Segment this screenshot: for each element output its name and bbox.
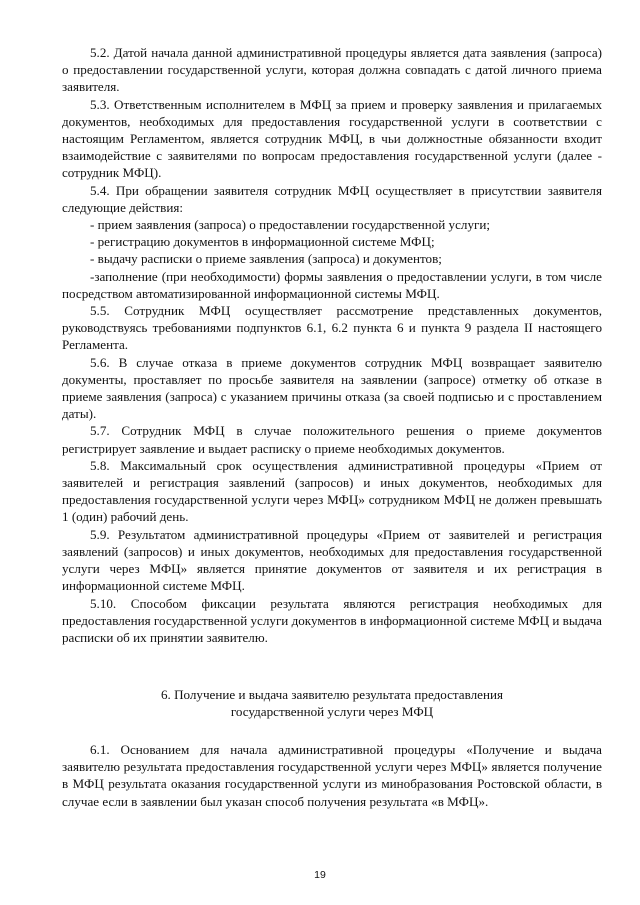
paragraph-6-1: 6.1. Основанием для начала административной процедуры «Получение и выдача заявителю результата предоставления государственной услуги через МФЦ» является получение в МФЦ результата оказания государственной услуги из минобразования Ростовской области, в случае если в заявлении был указан способ получения результата «в МФЦ».: [62, 742, 602, 809]
section-6-body: [62, 741, 602, 810]
paragraph-5-2: 5.2. Датой начала данной административной процедуры является дата заявления (запроса) о предоставлении государственной услуги, которая должна совпадать с датой личного приема заявителя.: [62, 45, 602, 95]
list-item: - регистрацию документов в информационной системе МФЦ;: [90, 234, 435, 250]
paragraph-5-4: 5.4. При обращении заявителя сотрудник МФЦ осуществляет в присутствии заявителя следующие действия:: [62, 182, 602, 215]
paragraph-5-7: 5.7. Сотрудник МФЦ в случае положительного решения о приеме документов регистрирует заявление и выдает расписку о приеме необходимых документов.: [62, 423, 602, 456]
page-number: 19: [314, 869, 326, 881]
paragraph-5-6: 5.6. В случае отказа в приеме документов сотрудник МФЦ возвращает заявителю документы, проставляет по просьбе заявителя на заявлении (запросе) отметку об отказе в приеме заявления (запроса) с указанием причины отказа (за своей подписью и с проставлением даты).: [62, 354, 602, 422]
paragraph-5-8: 5.8. Максимальный срок осуществления административной процедуры «Прием от заявителей и регистрация заявлений (запросов) и иных документов, необходимых для предоставления государственной услуги через МФЦ» сотрудником МФЦ не должен превышать 1 (один) рабочий день.: [62, 457, 602, 525]
section-5-body: [62, 44, 602, 646]
list-item: - прием заявления (запроса) о предоставлении государственной услуги;: [90, 217, 491, 233]
paragraph-5-9: 5.9. Результатом административной процедуры «Прием от заявителей и регистрация заявлений (запросов) и иных документов, необходимых для предоставления государственной услуги через МФЦ» является принятие документов от заявителя и их регистрация в информационной системе МФЦ.: [62, 526, 602, 594]
section-6-heading: [62, 686, 602, 720]
paragraph-5-3: 5.3. Ответственным исполнителем в МФЦ за прием и проверку заявления и прилагаемых документов, необходимых для предоставления государственной услуги в соответствии с настоящим Регламентом, является сотрудник МФЦ, в чьи должностные обязанности входит взаимодействие с заявителями по вопросам предоставления государственной услуги (далее - сотрудник МФЦ).: [62, 96, 602, 181]
heading-line-2: государственной услуги через МФЦ: [230, 704, 434, 720]
paragraph-5-5: 5.5. Сотрудник МФЦ осуществляет рассмотрение представленных документов, руководствуясь требованиями подпунктов 6.1, 6.2 пункта 6 и пункта 9 раздела II настоящего Регламента.: [62, 303, 602, 353]
paragraph-5-10: 5.10. Способом фиксации результата являются регистрация необходимых для предоставления государственной услуги документов в информационной системе МФЦ и выдача расписки об их принятии заявителю.: [62, 595, 602, 645]
heading-line-1: 6. Получение и выдача заявителю результата предоставления: [160, 687, 504, 702]
list-item: - выдачу расписки о приеме заявления (запроса) и документов;: [90, 251, 442, 267]
list-item: -заполнение (при необходимости) формы заявления о предоставлении услуги, в том числе посредством автоматизированной информационной системы МФЦ.: [62, 268, 602, 301]
